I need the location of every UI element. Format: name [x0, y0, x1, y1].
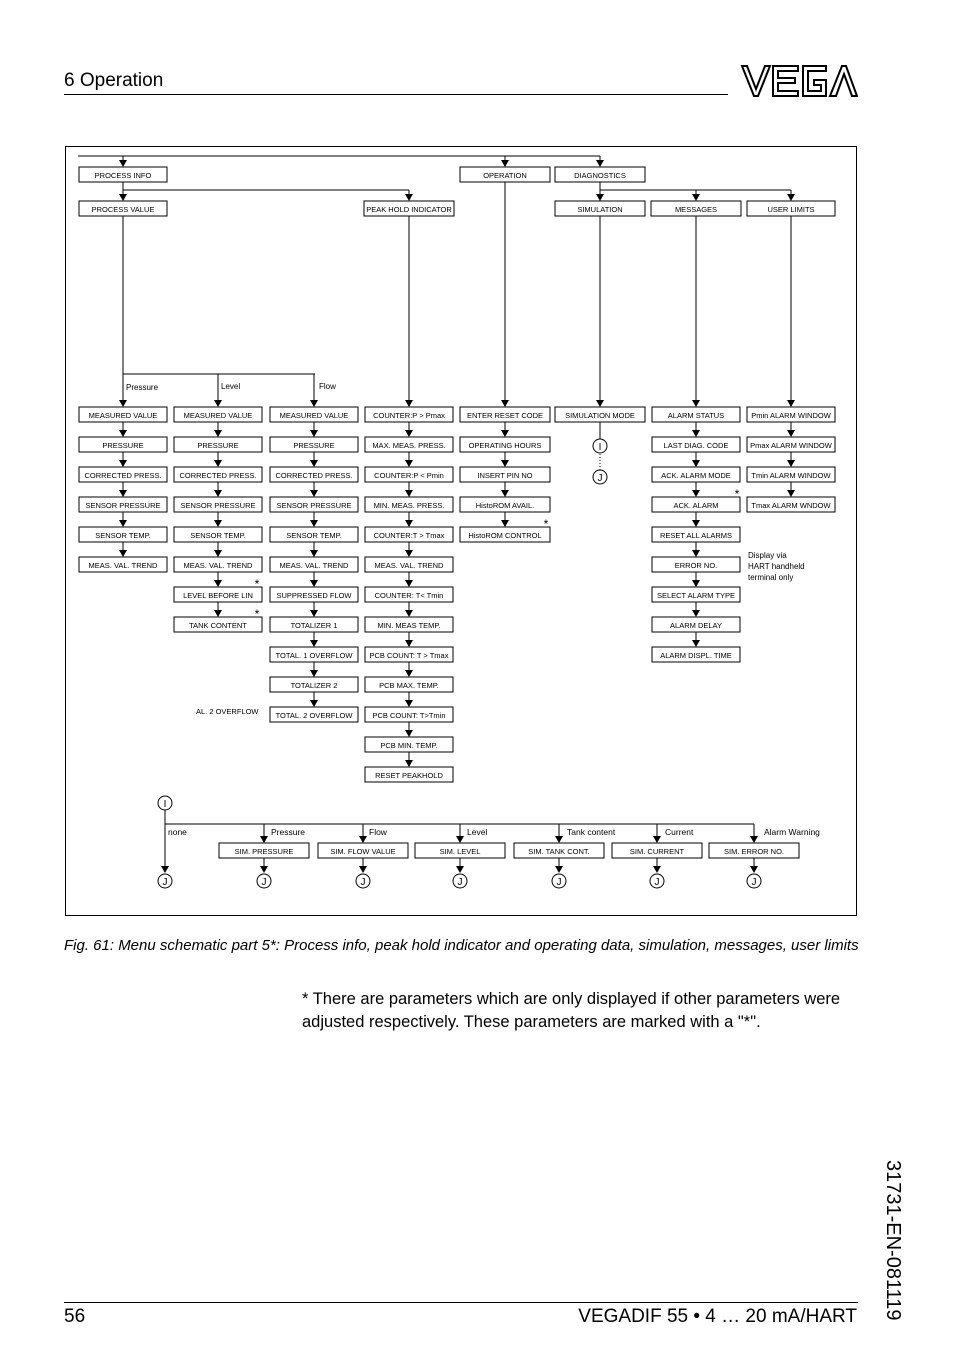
arrow-head [405, 610, 413, 617]
process-value-box-label: PROCESS VALUE [91, 205, 155, 214]
messages-box-label: MESSAGES [674, 205, 718, 214]
asterisk-mark: * [734, 487, 740, 501]
page-number: 56 [64, 1306, 86, 1327]
menu-box-label: MEAS. VAL. TREND [183, 561, 253, 570]
asterisk-mark: * [543, 517, 549, 531]
arrow-head [260, 866, 268, 873]
arrow-head [310, 460, 318, 467]
arrow-head [310, 430, 318, 437]
menu-box-label: LEVEL BEFORE LIN [183, 591, 253, 600]
menu-box-label: PCB COUNT: T>Tmin [372, 711, 446, 720]
arrow-head [119, 520, 127, 527]
connector-label: J [556, 877, 562, 888]
simulation-box-label: SIMULATION [577, 205, 623, 214]
connector-label: I [163, 799, 167, 810]
arrow-head [692, 490, 700, 497]
peak-hold-box-label: PEAK HOLD INDICATOR [366, 205, 452, 214]
sim-option-label: Alarm Warning [764, 827, 820, 837]
connector-label: J [751, 877, 757, 888]
arrow-head [405, 520, 413, 527]
menu-box-label: ACK. ALARM MODE [661, 471, 731, 480]
figure-caption: Fig. 61: Menu schematic part 5*: Process info, peak hold indicator and operating data, simulation, messages, user limits [64, 937, 859, 954]
menu-box-label: MEASURED VALUE [183, 411, 253, 420]
arrow-head [787, 490, 795, 497]
arrow-head [214, 520, 222, 527]
arrow-head [750, 836, 758, 843]
arrow-head [214, 460, 222, 467]
arrow-head [310, 550, 318, 557]
menu-box-label: MEASURED VALUE [88, 411, 158, 420]
menu-box-label: TOTAL. 2 OVERFLOW [275, 711, 353, 720]
menu-box-label: SUPPRESSED FLOW [276, 591, 352, 600]
menu-box-label: MIN. MEAS TEMP. [377, 621, 441, 630]
menu-box-label: RESET PEAKHOLD [375, 771, 443, 780]
arrow-head [310, 700, 318, 707]
menu-box-label: LAST DIAG. CODE [663, 441, 729, 450]
menu-box-label: PCB MAX. TEMP. [379, 681, 439, 690]
arrow-head [119, 194, 127, 201]
menu-box-label: PRESSURE [197, 441, 239, 450]
menu-box-label: ACK. ALARM [673, 501, 719, 510]
arrow-head [405, 580, 413, 587]
asterisk-mark: * [254, 577, 260, 591]
arrow-head [405, 194, 413, 201]
sim-option-label: Current [665, 827, 694, 837]
sim-box-label: SIM. ERROR NO. [723, 847, 785, 856]
arrow-head [787, 460, 795, 467]
operation-box-label: OPERATION [483, 171, 527, 180]
arrow-head [555, 866, 563, 873]
arrow-head [501, 160, 509, 167]
sim-option-label: Tank content [567, 827, 616, 837]
arrow-head [692, 460, 700, 467]
arrow-head [405, 730, 413, 737]
arrow-head [405, 550, 413, 557]
arrow-head [119, 550, 127, 557]
menu-box-label: SELECT ALARM TYPE [656, 591, 736, 600]
menu-box-label: TOTALIZER 2 [290, 681, 338, 690]
menu-box-label: Pmin ALARM WINDOW [751, 411, 831, 420]
arrow-head [260, 836, 268, 843]
menu-box-label: SENSOR TEMP. [286, 531, 342, 540]
document-code: 31731-EN-081119 [882, 1160, 904, 1321]
arrow-head [787, 400, 795, 407]
menu-box-label: PCB MIN. TEMP. [380, 741, 438, 750]
footnote: * There are parameters which are only displayed if other parameters were adjusted respectively. These parameters are marked with a "*". [302, 990, 841, 1031]
menu-box-label: ALARM DISPL. TIME [660, 651, 732, 660]
arrow-head [359, 836, 367, 843]
menu-box-label: SENSOR PRESSURE [180, 501, 256, 510]
menu-box-label: CORRECTED PRESS. [84, 471, 162, 480]
menu-box-label: INSERT PIN NO [477, 471, 533, 480]
arrow-head [310, 670, 318, 677]
arrow-head [119, 160, 127, 167]
sim-option-label: Pressure [271, 827, 306, 837]
diagnostics-box-label: DIAGNOSTICS [574, 171, 626, 180]
menu-box-label: RESET ALL ALARMS [659, 531, 733, 540]
arrow-head [214, 580, 222, 587]
connector-label: I [598, 442, 602, 453]
arrow-head [310, 580, 318, 587]
arrow-head [310, 610, 318, 617]
arrow-head [653, 836, 661, 843]
arrow-head [119, 490, 127, 497]
menu-box-label: COUNTER:P < Pmin [374, 471, 444, 480]
menu-box-label: SENSOR PRESSURE [276, 501, 352, 510]
connector-label: J [654, 877, 660, 888]
menu-box-label: COUNTER:P > Pmax [373, 411, 445, 420]
arrow-head [405, 460, 413, 467]
arrow-head [501, 430, 509, 437]
arrow-head [310, 640, 318, 647]
arrow-head [501, 460, 509, 467]
arrow-head [692, 580, 700, 587]
menu-box-label: MEAS. VAL. TREND [88, 561, 158, 570]
menu-box-label: HistoROM AVAIL. [475, 501, 535, 510]
hart-note-line: HART handheld [748, 562, 805, 571]
menu-box-label: MIN. MEAS. PRESS. [373, 501, 445, 510]
process-info-box-label: PROCESS INFO [94, 171, 152, 180]
arrow-head [692, 430, 700, 437]
arrow-head [119, 430, 127, 437]
menu-box-label: MEAS. VAL. TREND [279, 561, 349, 570]
arrow-head [456, 866, 464, 873]
arrow-head [692, 610, 700, 617]
menu-box-label: SENSOR TEMP. [95, 531, 151, 540]
sim-box-label: SIM. PRESSURE [234, 847, 294, 856]
arrow-head [692, 520, 700, 527]
arrow-head [161, 866, 169, 873]
hart-note-line: terminal only [748, 573, 794, 582]
arrow-head [501, 400, 509, 407]
menu-box-label: TANK CONTENT [189, 621, 247, 630]
branch-label: Flow [319, 382, 336, 391]
arrow-head [405, 400, 413, 407]
arrow-head [405, 700, 413, 707]
menu-box-label: MAX. MEAS. PRESS. [372, 441, 446, 450]
arrow-head [787, 194, 795, 201]
sim-box-label: SIM. LEVEL [439, 847, 481, 856]
menu-box-label: CORRECTED PRESS. [179, 471, 257, 480]
arrow-head [501, 490, 509, 497]
arrow-head [692, 400, 700, 407]
arrow-head [310, 490, 318, 497]
sim-option-label: Level [467, 827, 488, 837]
sim-box-label: SIM. CURRENT [629, 847, 685, 856]
menu-box-label: ENTER RESET CODE [466, 411, 544, 420]
al-overflow-label: AL. 2 OVERFLOW [196, 707, 259, 716]
menu-box-label: OPERATING HOURS [468, 441, 542, 450]
menu-box-label: Tmax ALARM WNDOW [751, 501, 831, 510]
arrow-head [405, 640, 413, 647]
menu-box-label: PRESSURE [293, 441, 335, 450]
sim-option-label: Flow [369, 827, 387, 837]
hart-note-line: Display via [748, 551, 787, 560]
sim-option-label: none [168, 827, 187, 837]
arrow-head [555, 836, 563, 843]
sim-box-label: SIM. TANK CONT. [528, 847, 590, 856]
arrow-head [119, 400, 127, 407]
menu-box-label: SENSOR TEMP. [190, 531, 246, 540]
arrow-head [692, 550, 700, 557]
connector-label: J [457, 877, 463, 888]
arrow-head [405, 430, 413, 437]
arrow-head [596, 194, 604, 201]
arrow-head [214, 400, 222, 407]
arrow-head [692, 640, 700, 647]
arrow-head [310, 520, 318, 527]
user-limits-box-label: USER LIMITS [767, 205, 815, 214]
arrow-head [692, 194, 700, 201]
footer-rule [64, 1302, 858, 1303]
arrow-head [359, 866, 367, 873]
arrow-head [501, 520, 509, 527]
menu-box-label: ERROR NO. [674, 561, 718, 570]
branch-label: Pressure [126, 383, 159, 392]
connector-label: J [360, 877, 366, 888]
arrow-head [214, 610, 222, 617]
menu-box-label: TOTALIZER 1 [290, 621, 338, 630]
branch-label: Level [221, 382, 241, 391]
menu-box-label: PRESSURE [102, 441, 144, 450]
menu-box-label: MEASURED VALUE [279, 411, 349, 420]
menu-box-label: HistoROM CONTROL [468, 531, 542, 540]
arrow-head [596, 400, 604, 407]
arrow-head [405, 760, 413, 767]
connector-label: J [261, 877, 267, 888]
menu-box-label: SIMULATION MODE [565, 411, 635, 420]
menu-box-label: SENSOR PRESSURE [85, 501, 161, 510]
menu-box-label: Tmin ALARM WINDOW [751, 471, 831, 480]
menu-box-label: ALARM DELAY [670, 621, 722, 630]
arrow-head [456, 836, 464, 843]
menu-box-label: ALARM STATUS [667, 411, 725, 420]
arrow-head [214, 550, 222, 557]
menu-box-label: COUNTER: T< Tmin [374, 591, 444, 600]
arrow-head [214, 490, 222, 497]
menu-box-label: CORRECTED PRESS. [275, 471, 353, 480]
menu-box-label: TOTAL. 1 OVERFLOW [275, 651, 353, 660]
section-title: 6 Operation [64, 70, 164, 91]
connector-label: J [597, 473, 603, 484]
arrow-head [310, 400, 318, 407]
menu-box-label: PCB COUNT: T > Tmax [369, 651, 449, 660]
connector-label: J [162, 877, 168, 888]
arrow-head [405, 490, 413, 497]
arrow-head [750, 866, 758, 873]
arrow-head [405, 670, 413, 677]
menu-box-label: COUNTER:T > Tmax [373, 531, 445, 540]
arrow-head [214, 430, 222, 437]
menu-box-label: Pmax ALARM WINDOW [750, 441, 832, 450]
arrow-head [653, 866, 661, 873]
asterisk-mark: * [254, 607, 260, 621]
arrow-head [119, 460, 127, 467]
arrow-head [596, 160, 604, 167]
menu-box-label: MEAS. VAL. TREND [374, 561, 444, 570]
arrow-head [787, 430, 795, 437]
sim-box-label: SIM. FLOW VALUE [330, 847, 396, 856]
product-name: VEGADIF 55 • 4 … 20 mA/HART [578, 1306, 857, 1327]
